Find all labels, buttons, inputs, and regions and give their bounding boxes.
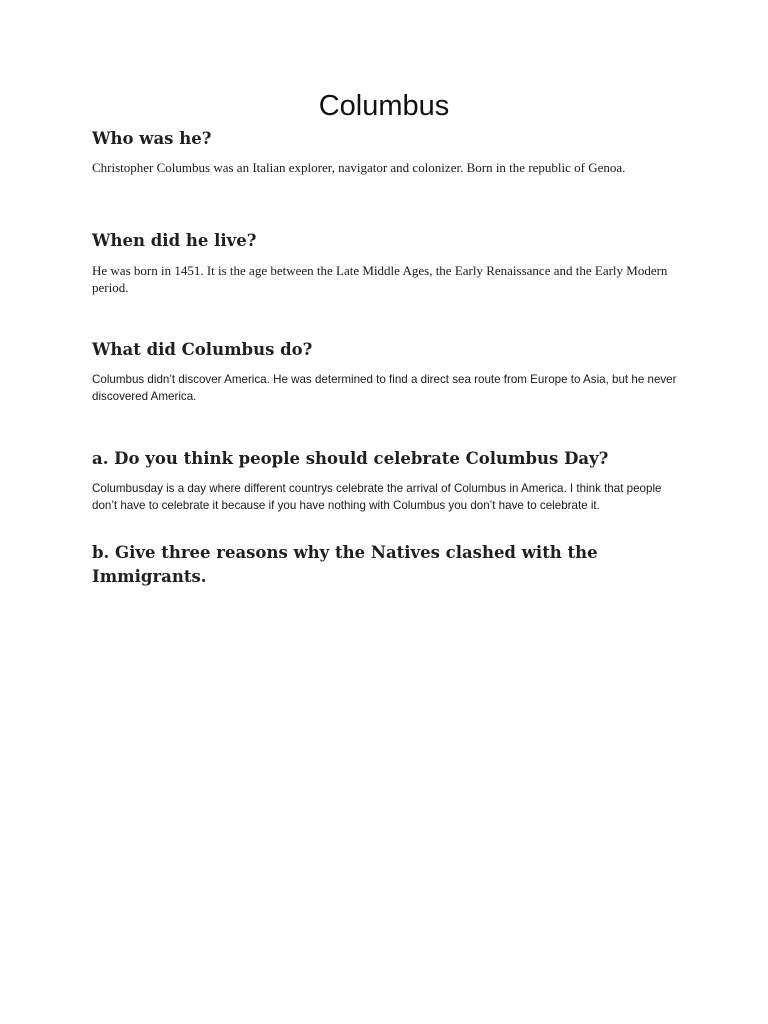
section-body-who: Christopher Columbus was an Italian explorer, navigator and colonizer. Born in the republic of Genoa. (92, 160, 626, 175)
page-title: Columbus (318, 90, 450, 122)
question-heading-b: b. Give three reasons why the Natives clashed with the Immigrants. (92, 543, 598, 586)
section-heading-when: When did he live? (92, 231, 257, 250)
section-body-when: He was born in 1451. It is the age between the Late Middle Ages, the Early Renaissance and the Early Modern period. (92, 263, 668, 295)
question-heading-a: a. Do you think people should celebrate Columbus Day? (92, 449, 609, 468)
section-body-what: Columbus didn’t discover America. He was determined to find a direct sea route from Europe to Asia, but he never discovered America. (92, 373, 677, 403)
section-heading-what: What did Columbus do? (92, 340, 313, 359)
answer-body-a: Columbusday is a day where different countrys celebrate the arrival of Columbus in America. I think that people don’t have to celebrate it because if you have nothing with Columbus you don’t have to celebrate it. (92, 482, 662, 512)
section-heading-who: Who was he? (92, 129, 212, 148)
